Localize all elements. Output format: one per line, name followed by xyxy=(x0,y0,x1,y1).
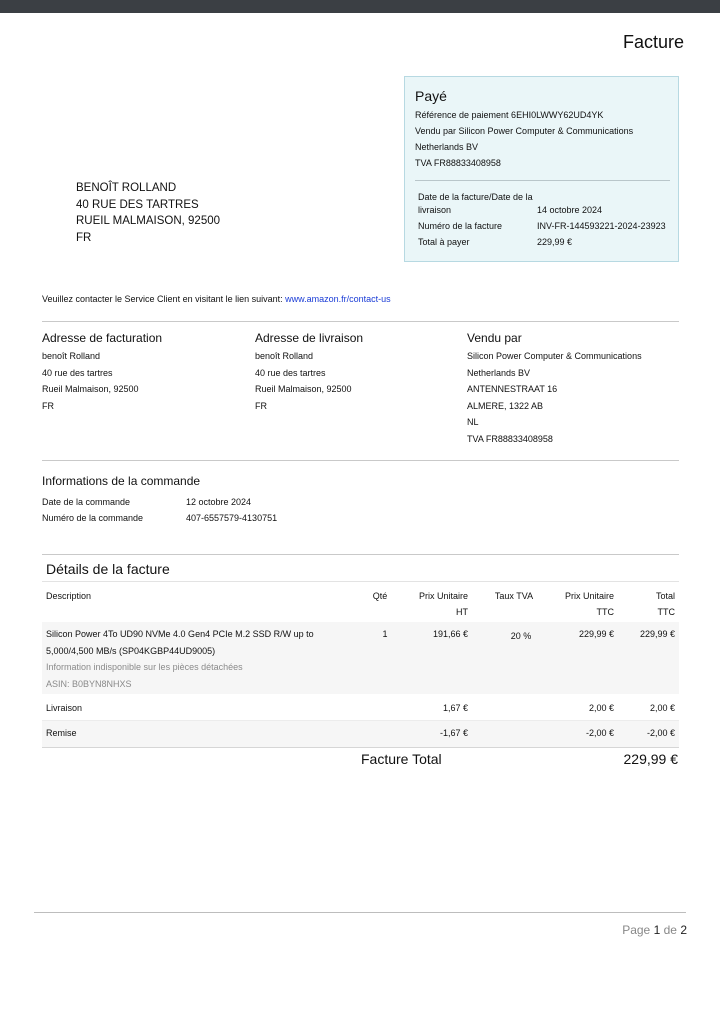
order-info-title: Informations de la commande xyxy=(42,474,201,488)
ship-street: 40 RUE DES TARTRES xyxy=(76,198,199,211)
discount-total: -2,00 € xyxy=(646,728,675,738)
order-number-value: 407-6557579-4130751 xyxy=(186,513,278,523)
invoice-date-value: 14 octobre 2024 xyxy=(537,205,603,215)
divider xyxy=(42,321,679,322)
invoice-date-label: Date de la facture/Date de la livraison xyxy=(418,192,533,215)
item-desc-line-1: Silicon Power 4To UD90 NVMe 4.0 Gen4 PCIe M.2 SSD R/W up to xyxy=(46,629,314,639)
col-header-description: Description xyxy=(46,591,92,601)
seller-vat: TVA FR88833408958 xyxy=(415,158,501,168)
seller-line: TVA FR88833408958 xyxy=(467,433,553,444)
seller-line: ALMERE, 1322 AB xyxy=(467,400,544,411)
col-header-unit-ht-line-1: Prix Unitaire xyxy=(418,591,468,601)
contact-text: Veuillez contacter le Service Client en visitant le lien suivant: xyxy=(42,294,286,304)
invoice-number-label: Numéro de la facture xyxy=(418,221,503,231)
item-asin: ASIN: B0BYN8NHXS xyxy=(46,678,132,689)
delivery-title: Adresse de livraison xyxy=(255,331,364,345)
delivery-line: 40 rue des tartres xyxy=(255,367,326,378)
order-number-label: Numéro de la commande xyxy=(42,513,144,523)
seller-line: Netherlands BV xyxy=(467,367,531,378)
document-title: Facture xyxy=(622,32,684,52)
billing-address xyxy=(42,331,242,414)
contact-notice xyxy=(42,294,391,304)
seller-address xyxy=(467,331,679,447)
sold-by-line-2: Netherlands BV xyxy=(415,142,479,152)
discount-label: Remise xyxy=(46,728,77,738)
top-bar xyxy=(0,0,720,13)
billing-line: benoît Rolland xyxy=(42,351,101,361)
item-description xyxy=(46,626,346,692)
shipping-total: 2,00 € xyxy=(649,703,675,713)
shipping-unit-ttc: 2,00 € xyxy=(588,703,614,713)
item-qty: 1 xyxy=(382,629,388,639)
of-word: de xyxy=(663,923,677,937)
payment-status: Payé xyxy=(415,88,447,104)
order-date-value: 12 octobre 2024 xyxy=(186,497,252,507)
shipping-address-block xyxy=(76,180,220,246)
item-vat-rate: 20 % xyxy=(510,631,532,641)
col-header-total xyxy=(620,588,675,620)
item-unit-ht: 191,66 € xyxy=(432,629,468,639)
divider xyxy=(42,747,679,748)
seller-line: Silicon Power Computer & Communications xyxy=(467,351,642,361)
col-header-qty: Qté xyxy=(372,591,388,601)
invoice-details-title: Détails de la facture xyxy=(46,561,170,577)
seller-line: ANTENNESTRAAT 16 xyxy=(467,384,558,394)
col-header-total-line-2: TTC xyxy=(657,607,675,617)
item-unit-ttc: 229,99 € xyxy=(578,629,614,639)
item-total: 229,99 € xyxy=(639,629,675,639)
contact-link[interactable]: www.amazon.fr/contact-us xyxy=(285,294,391,304)
ship-country: FR xyxy=(76,231,92,244)
col-header-unit-ht-line-2: HT xyxy=(456,607,468,617)
total-pages: 2 xyxy=(680,923,687,937)
col-header-unit-ttc xyxy=(540,588,614,620)
page-word: Page xyxy=(622,923,651,937)
col-header-vat-rate: Taux TVA xyxy=(494,591,534,601)
billing-line: Rueil Malmaison, 92500 xyxy=(42,384,139,394)
item-desc-line-2: 5,000/4,500 MB/s (SP04KGBP44UD9005) xyxy=(46,645,216,656)
ship-city: RUEIL MALMAISON, 92500 xyxy=(76,215,221,227)
order-date-label: Date de la commande xyxy=(42,497,131,507)
delivery-line: Rueil Malmaison, 92500 xyxy=(255,384,352,394)
delivery-line: benoît Rolland xyxy=(255,351,314,361)
amount-due-value: 229,99 € xyxy=(537,237,573,247)
item-info: Information indisponible sur les pièces détachées xyxy=(46,662,243,672)
discount-unit-ht: -1,67 € xyxy=(439,728,468,738)
billing-title: Adresse de facturation xyxy=(42,331,163,345)
footer-divider xyxy=(34,912,686,913)
payment-reference: Référence de paiement 6EHI0LWWY62UD4YK xyxy=(415,110,604,120)
seller-line: NL xyxy=(467,417,479,427)
divider xyxy=(42,554,679,555)
col-header-unit-ttc-line-1: Prix Unitaire xyxy=(564,591,614,601)
billing-line: 40 rue des tartres xyxy=(42,367,113,378)
page-indicator xyxy=(622,923,687,937)
shipping-unit-ht: 1,67 € xyxy=(442,703,468,713)
shipping-label: Livraison xyxy=(46,703,83,713)
delivery-line: FR xyxy=(255,400,267,411)
discount-unit-ttc: -2,00 € xyxy=(585,728,614,738)
divider xyxy=(42,581,679,582)
invoice-number-value: INV-FR-144593221-2024-23923 xyxy=(537,221,666,231)
col-header-unit-ht xyxy=(390,588,468,620)
invoice-total-label: Facture Total xyxy=(361,751,442,767)
divider xyxy=(42,460,679,461)
invoice-total-value: 229,99 € xyxy=(623,751,678,767)
billing-line: FR xyxy=(42,400,54,411)
col-header-total-line-1: Total xyxy=(655,591,675,601)
delivery-address xyxy=(255,331,455,414)
amount-due-label: Total à payer xyxy=(418,237,470,247)
seller-title: Vendu par xyxy=(467,331,522,345)
current-page: 1 xyxy=(653,923,661,937)
col-header-unit-ttc-line-2: TTC xyxy=(596,607,614,617)
divider xyxy=(415,180,670,181)
ship-name: BENOÎT ROLLAND xyxy=(76,182,177,194)
payment-summary-box xyxy=(404,76,679,262)
sold-by-line-1: Vendu par Silicon Power Computer & Communications xyxy=(415,126,634,136)
